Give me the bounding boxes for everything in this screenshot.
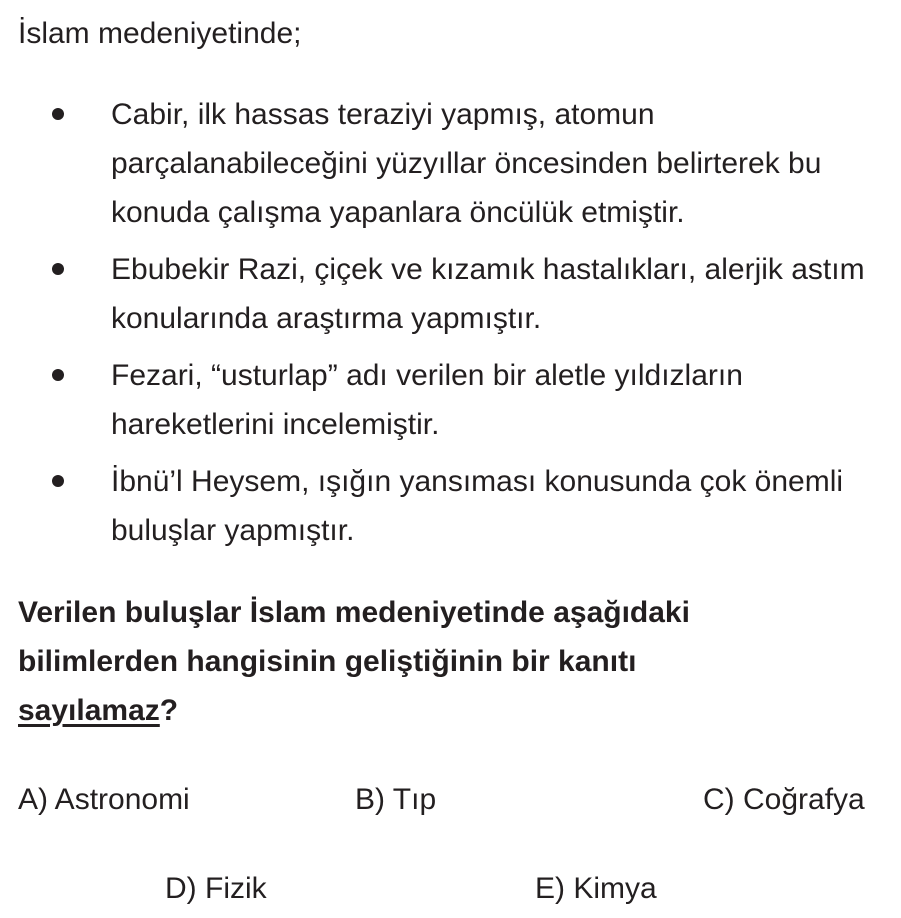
list-item-text: Cabir, ilk hassas teraziyi yapmış, atomun parçalanabileceğini yüzyıllar öncesinden belirterek bu konuda çalışma yapanlara öncülük etmiştir. bbox=[111, 98, 822, 229]
list-item-text: İbnü’l Heysem, ışığın yansıması konusunda çok önemli buluşlar yapmıştır. bbox=[111, 465, 844, 547]
bullet-icon bbox=[52, 475, 64, 487]
info-list bbox=[0, 90, 901, 563]
intro-text: İslam medeniyetinde; bbox=[18, 17, 302, 50]
question-line-2: bilimlerden hangisinin geliştiğinin bir kanıtı bbox=[18, 645, 637, 678]
list-item bbox=[0, 90, 901, 237]
bullet-icon bbox=[52, 263, 64, 275]
question-emphasis: sayılamaz bbox=[18, 694, 160, 727]
bullet-icon bbox=[52, 108, 64, 120]
option-c[interactable]: C) Coğrafya bbox=[703, 783, 865, 816]
list-item bbox=[0, 245, 901, 343]
option-d[interactable]: D) Fizik bbox=[165, 872, 267, 905]
list-item bbox=[0, 457, 901, 555]
list-item bbox=[0, 351, 901, 449]
question-end: ? bbox=[159, 694, 179, 727]
option-e[interactable]: E) Kimya bbox=[535, 872, 657, 905]
question-stem bbox=[18, 588, 888, 735]
bullet-icon bbox=[52, 369, 64, 381]
list-item-text: Fezari, “usturlap” adı verilen bir aletle yıldızların hareketlerini incelemiştir. bbox=[111, 359, 743, 441]
list-item-text: Ebubekir Razi, çiçek ve kızamık hastalıkları, alerjik astım konularında araştırma yapmıştır. bbox=[111, 253, 865, 335]
option-b[interactable]: B) Tıp bbox=[355, 783, 437, 816]
option-a[interactable]: A) Astronomi bbox=[18, 783, 190, 816]
question-line-1: Verilen buluşlar İslam medeniyetinde aşağıdaki bbox=[18, 596, 690, 629]
